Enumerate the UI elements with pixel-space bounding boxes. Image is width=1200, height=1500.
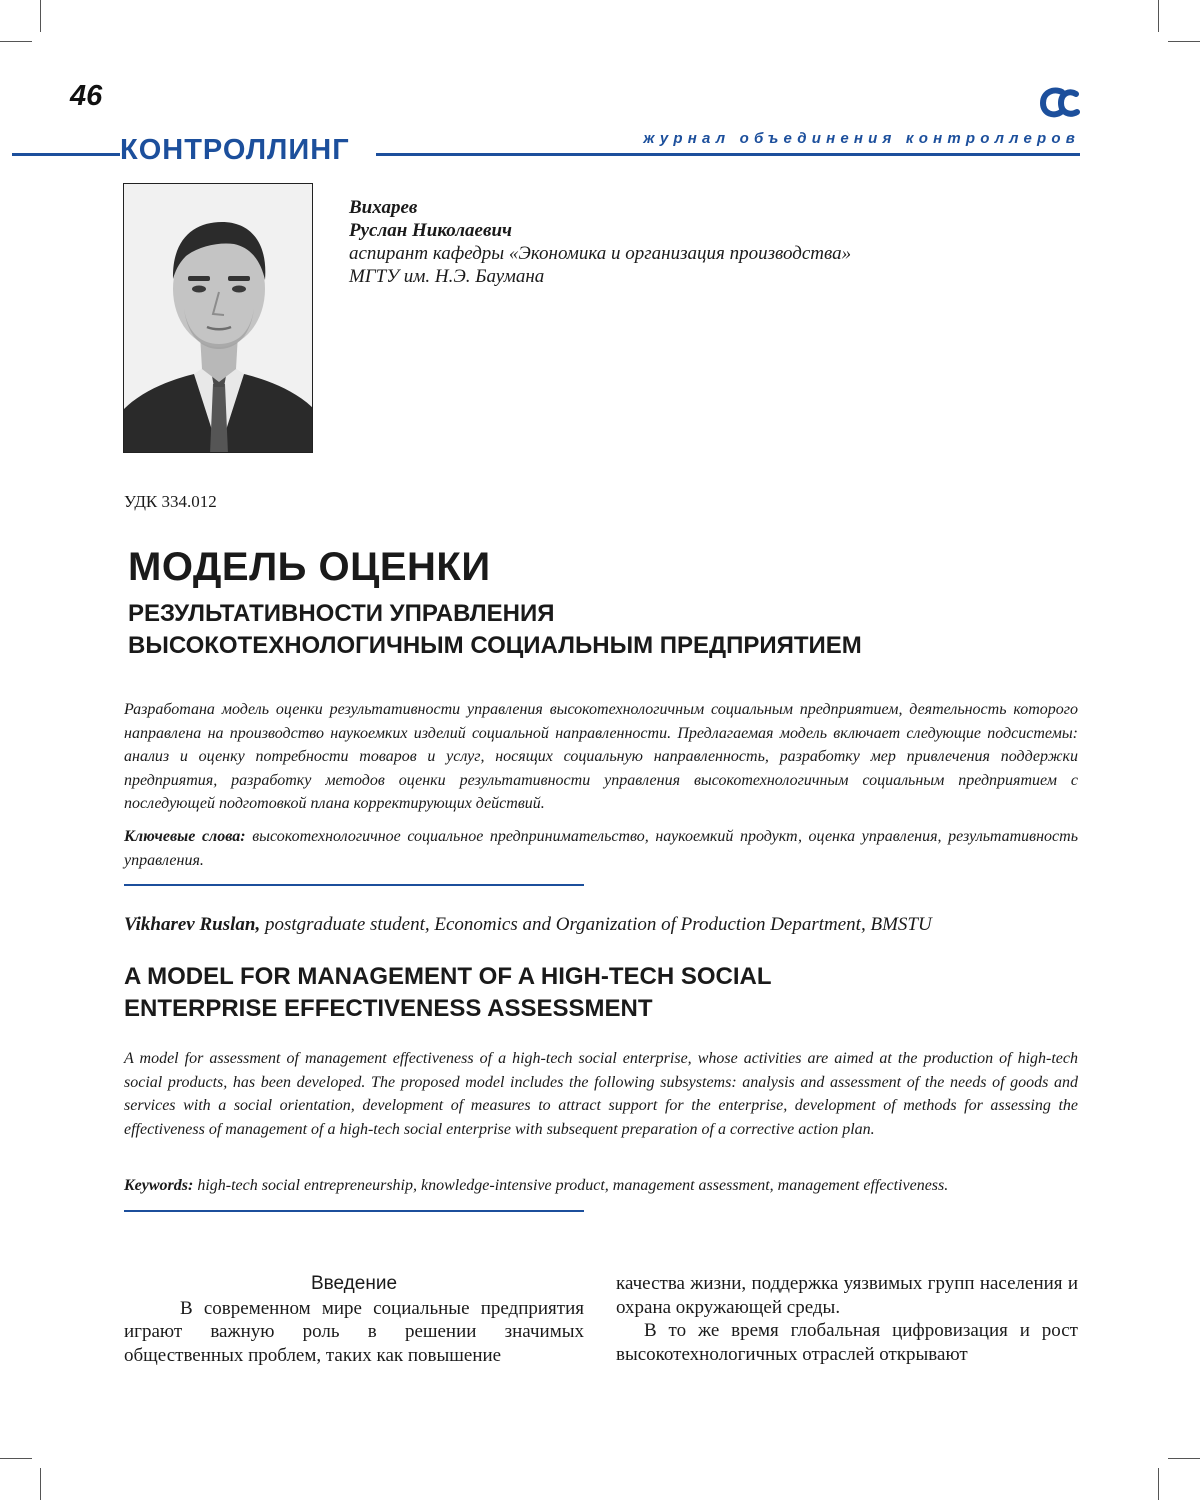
body-paragraph: качества жизни, поддержка уязвимых групп населения и охрана окружающей среды.	[616, 1273, 1078, 1318]
author-en-name: Vikharev Ruslan,	[124, 914, 261, 935]
section-title: Введение	[310, 1273, 398, 1294]
title-en-line: ENTERPRISE EFFECTIVENESS ASSESSMENT	[124, 995, 653, 1022]
abstract-en: A model for assessment of management effectiveness of a high-tech social enterprise, whose activities are aimed at the production of high-tech social products, has been developed. The proposed model includes the following subsystems: analysis and assessment of the needs of goods and services with a social orientation, development of measures to attract support for the enterprise, development of methods for assessing the effectiveness of management of a high-tech social enterprise with subsequent preparation of a corrective action plan.	[124, 1050, 1078, 1138]
keywords-text: высокотехнологичное социальное предпринимательство, наукоемкий продукт, оценка управления, результативность управления.	[124, 828, 1078, 869]
crop-mark	[1158, 1468, 1159, 1500]
keywords-label: Ключевые слова:	[124, 828, 246, 845]
journal-name: КОНТРОЛЛИНГ	[120, 133, 354, 167]
author-surname: Вихарев	[349, 197, 418, 218]
crop-mark	[1168, 41, 1200, 42]
body-column-right	[616, 1272, 1078, 1366]
crop-mark	[40, 1468, 41, 1500]
crop-mark	[40, 0, 41, 32]
journal-logo-icon	[1040, 86, 1080, 120]
crop-mark	[0, 1458, 32, 1459]
title-en-line: A MODEL FOR MANAGEMENT OF A HIGH-TECH SOCIAL	[124, 963, 772, 990]
keywords-ru	[124, 825, 1078, 872]
author-affiliation: МГТУ им. Н.Э. Баумана	[349, 266, 545, 287]
author-en-details: postgraduate student, Economics and Organization of Production Department, BMSTU	[260, 914, 932, 935]
journal-tagline: журнал объединения контроллеров	[643, 130, 1080, 147]
body-column-left	[124, 1272, 584, 1367]
article-title-en	[124, 961, 772, 1025]
author-portrait-icon	[124, 184, 313, 453]
author-position: аспирант кафедры «Экономика и организация производства»	[349, 243, 852, 264]
keywords-label: Keywords:	[124, 1177, 194, 1194]
header-rule	[12, 153, 124, 156]
keywords-text: high-tech social entrepreneurship, knowledge-intensive product, management assessment, management effectiveness.	[193, 1177, 949, 1194]
section-divider	[124, 1210, 584, 1212]
article-title-ru: МОДЕЛЬ ОЦЕНКИ	[128, 545, 491, 589]
subtitle-line: РЕЗУЛЬТАТИВНОСТИ УПРАВЛЕНИЯ	[128, 600, 555, 627]
author-name: Руслан Николаевич	[349, 220, 513, 241]
udk-code: УДК 334.012	[124, 492, 217, 511]
section-divider	[124, 884, 584, 886]
page-number: 46	[70, 80, 103, 112]
header-rule	[376, 153, 1080, 156]
author-en	[124, 914, 932, 936]
article-subtitle-ru	[128, 598, 862, 662]
abstract-ru: Разработана модель оценки результативности управления высокотехнологичным социальным предприятием, деятельность которого направлена на производство наукоемких изделий социальной направленности. Предлагаемая модель включает следующие подсистемы: анализ и оценку потребности товаров и услуг, носящих социальную направленность, разработку мер привлечения поддержки предприятия, разработку методов оценки результативности управления высокотехнологичным социальным предприятием с последующей подготовкой плана корректирующих действий.	[124, 701, 1078, 812]
crop-mark	[1168, 1458, 1200, 1459]
subtitle-line: ВЫСОКОТЕХНОЛОГИЧНЫМ СОЦИАЛЬНЫМ ПРЕДПРИЯТИЕМ	[128, 632, 862, 659]
keywords-en	[124, 1174, 1078, 1198]
crop-mark	[1158, 0, 1159, 32]
crop-mark	[0, 41, 32, 42]
body-paragraph: В современном мире социальные предприятия играют важную роль в решении значимых общественных проблем, таких как повышение	[124, 1297, 584, 1366]
author-photo	[123, 183, 313, 453]
body-paragraph: В то же время глобальная цифровизация и рост высокотехнологичных отраслей открывают	[616, 1320, 1078, 1365]
author-info	[349, 196, 1049, 288]
